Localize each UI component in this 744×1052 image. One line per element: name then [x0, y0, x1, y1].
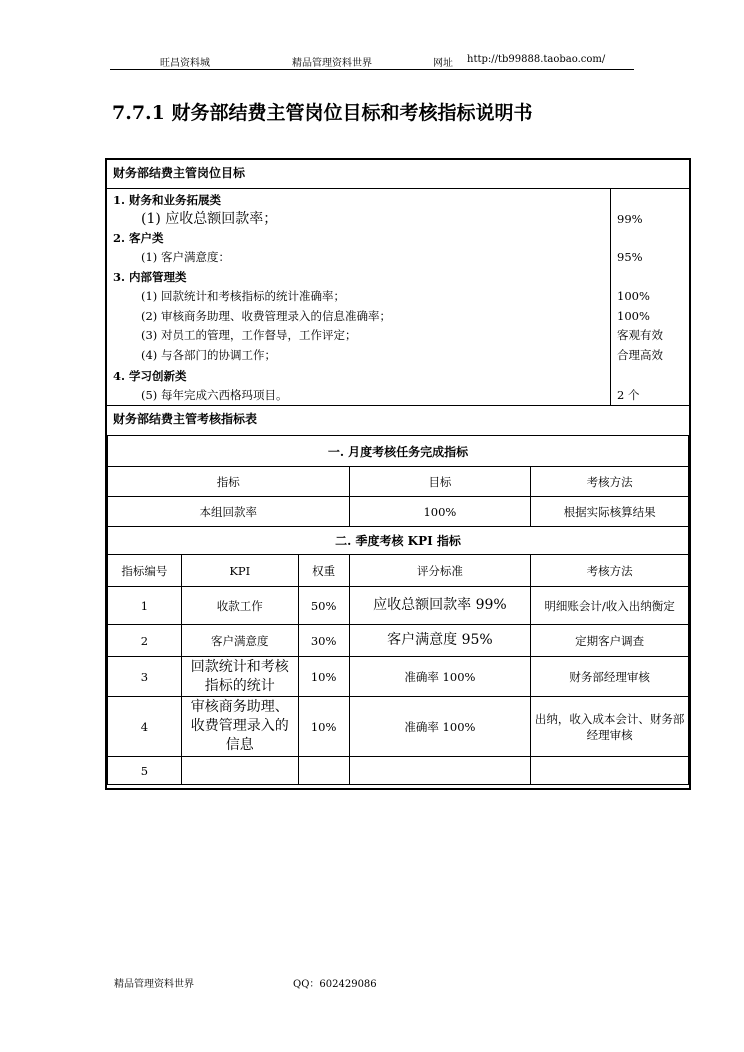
- kpi-row: [108, 657, 689, 697]
- kpi-method-cell: 财务部经理审核: [531, 657, 689, 697]
- monthly-header-target: 目标: [349, 467, 531, 497]
- monthly-header-indicator: 指标: [108, 467, 350, 497]
- kpi-weight-cell: 10%: [298, 657, 349, 697]
- quarterly-header-id: 指标编号: [108, 555, 182, 587]
- kpi-heading: 财务部结费主管考核指标表: [107, 405, 689, 435]
- goal-label: (1) 应收总额回款率；: [141, 211, 278, 227]
- goals-section: [107, 188, 689, 405]
- goal-value: 95%: [617, 250, 643, 264]
- kpi-criteria-cell: 客户满意度 95%: [349, 625, 531, 657]
- monthly-cell-target: 100%: [349, 497, 531, 527]
- footer-left: 精品管理资料世界: [114, 979, 194, 990]
- goal-label: (2) 审核商务助理、收费管理录入的信息准确率；: [141, 309, 391, 323]
- goal-label: 3. 内部管理类: [113, 270, 187, 284]
- kpi-weight-cell: [298, 757, 349, 785]
- kpi-criteria-cell: 准确率 100%: [349, 697, 531, 757]
- kpi-weight-cell: 10%: [298, 697, 349, 757]
- goal-label: (5) 每年完成六西格玛项目。: [141, 388, 288, 402]
- kpi-method-cell: 明细账会计/收入出纳衡定: [531, 587, 689, 625]
- goal-label: (3) 对员工的管理，工作督导，工作评定；: [141, 328, 357, 342]
- goal-item: [107, 248, 689, 267]
- kpi-id-cell: 4: [108, 697, 182, 757]
- document-table: [105, 158, 691, 790]
- header-site: 旺昌资料城: [160, 58, 210, 69]
- kpi-method-cell: 出纳，收入成本会计、财务部经理审核: [531, 697, 689, 757]
- kpi-method-cell: 定期客户调查: [531, 625, 689, 657]
- kpi-row: [108, 625, 689, 657]
- header-world: 精品管理资料世界: [292, 58, 372, 69]
- header-url-link[interactable]: http://tb99888.taobao.com/: [467, 54, 606, 65]
- goal-item: [107, 346, 689, 365]
- goal-label: (1) 客户满意度：: [141, 250, 230, 264]
- goals-heading: 财务部结费主管岗位目标: [113, 166, 246, 180]
- quarterly-header-criteria: 评分标准: [349, 555, 531, 587]
- kpi-id-cell: 3: [108, 657, 182, 697]
- goal-category: [107, 191, 689, 210]
- goal-value: 99%: [617, 212, 643, 226]
- goal-value: 客观有效: [617, 328, 663, 342]
- kpi-weight-cell: 50%: [298, 587, 349, 625]
- kpi-name-cell: 客户满意度: [181, 625, 298, 657]
- goal-value: 100%: [617, 289, 650, 303]
- goal-category: [107, 367, 689, 386]
- footer-qq: QQ：602429086: [293, 979, 377, 990]
- goal-label: 1. 财务和业务拓展类: [113, 193, 222, 207]
- quarterly-title: 二. 季度考核 KPI 指标: [108, 527, 689, 555]
- goal-item: [107, 386, 689, 405]
- goal-value: 合理高效: [617, 348, 663, 362]
- kpi-id-cell: 1: [108, 587, 182, 625]
- goal-label: (4) 与各部门的协调工作；: [141, 348, 276, 362]
- goals-divider: [610, 188, 611, 405]
- kpi-criteria-cell: 准确率 100%: [349, 657, 531, 697]
- goal-category: [107, 268, 689, 287]
- monthly-cell-method: 根据实际核算结果: [531, 497, 689, 527]
- kpi-id-cell: 2: [108, 625, 182, 657]
- kpi-name-cell: [181, 757, 298, 785]
- kpi-name-cell: 收款工作: [181, 587, 298, 625]
- goal-label: 4. 学习创新类: [113, 369, 187, 383]
- kpi-criteria-cell: 应收总额回款率 99%: [349, 587, 531, 625]
- kpi-row: [108, 587, 689, 625]
- goal-item: [107, 307, 689, 326]
- kpi-id-cell: 5: [108, 757, 182, 785]
- kpi-table: [107, 435, 689, 785]
- goal-category: [107, 229, 689, 248]
- monthly-title: 一. 月度考核任务完成指标: [108, 436, 689, 467]
- monthly-cell-indicator: 本组回款率: [108, 497, 350, 527]
- kpi-weight-cell: 30%: [298, 625, 349, 657]
- kpi-criteria-cell: [349, 757, 531, 785]
- goal-label: 2. 客户类: [113, 231, 164, 245]
- goal-item: [107, 326, 689, 345]
- quarterly-header-kpi: KPI: [181, 555, 298, 587]
- kpi-row: [108, 697, 689, 757]
- page-title: 7.7.1 财务部结费主管岗位目标和考核指标说明书: [112, 102, 533, 124]
- page-header: [110, 53, 634, 70]
- kpi-method-cell: [531, 757, 689, 785]
- goal-item: [107, 287, 689, 306]
- quarterly-header-method: 考核方法: [531, 555, 689, 587]
- kpi-name-cell: 审核商务助理、收费管理录入的信息: [181, 697, 298, 757]
- goal-value: 100%: [617, 309, 650, 323]
- header-url-label: 网址: [433, 58, 453, 69]
- kpi-name-cell: 回款统计和考核指标的统计: [181, 657, 298, 697]
- goal-value: 2 个: [617, 388, 640, 402]
- monthly-header-method: 考核方法: [531, 467, 689, 497]
- goal-item: [107, 210, 689, 229]
- goal-label: (1) 回款统计和考核指标的统计准确率；: [141, 289, 345, 303]
- quarterly-header-weight: 权重: [298, 555, 349, 587]
- kpi-row: [108, 757, 689, 785]
